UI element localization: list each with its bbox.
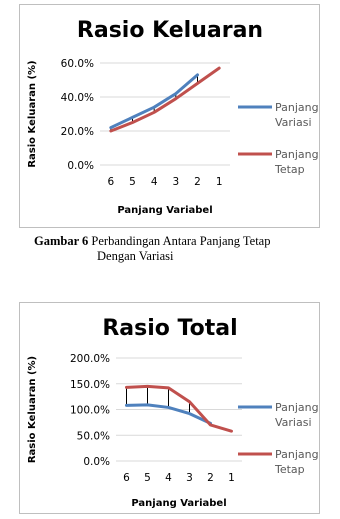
- legend-label: Panjang: [275, 101, 319, 114]
- x-tick-label: 6: [123, 472, 130, 484]
- x-tick-label: 4: [150, 176, 158, 188]
- x-tick-label: 2: [207, 472, 214, 484]
- y-tick-label: 150.0%: [69, 378, 110, 391]
- x-tick-label: 1: [228, 472, 235, 484]
- legend-label: Tetap: [275, 463, 305, 476]
- y-axis-label: Rasio Keluaran (%): [27, 60, 38, 168]
- chart-rasio-keluaran-svg: [20, 5, 321, 229]
- y-tick-label: 20.0%: [60, 126, 94, 138]
- x-tick-label: 5: [144, 472, 151, 484]
- x-tick-label: 1: [215, 176, 223, 188]
- series-line: [127, 386, 232, 431]
- y-tick-label: 0.0%: [83, 456, 110, 468]
- y-axis-label: Rasio Keluaran (%): [27, 355, 38, 464]
- chart-rasio-total-svg: [20, 303, 321, 515]
- y-tick-label: 200.0%: [69, 353, 110, 365]
- chart-rasio-keluaran: [19, 4, 320, 228]
- y-tick-label: 50.0%: [76, 430, 110, 443]
- legend-label: Variasi: [275, 116, 312, 129]
- y-tick-label: 60.0%: [60, 58, 94, 70]
- x-tick-label: 6: [107, 176, 115, 188]
- x-axis-label: Panjang Variabel: [131, 498, 227, 509]
- series-line: [127, 405, 211, 424]
- x-axis-label: Panjang Variabel: [117, 205, 213, 216]
- x-tick-label: 3: [186, 472, 193, 484]
- caption-line2: Dengan Variasi: [97, 249, 174, 263]
- x-tick-label: 2: [194, 176, 201, 188]
- legend-label: Variasi: [275, 416, 312, 429]
- y-tick-label: 0.0%: [67, 160, 94, 172]
- y-tick-label: 100.0%: [69, 404, 110, 417]
- x-tick-label: 5: [129, 176, 136, 188]
- legend-label: Panjang: [275, 401, 319, 414]
- legend-label: Panjang: [275, 148, 319, 161]
- x-tick-label: 3: [172, 176, 180, 188]
- caption-line1: Perbandingan Antara Panjang Tetap: [91, 234, 271, 248]
- legend-label: Tetap: [275, 163, 305, 176]
- chart-title: Rasio Total: [102, 316, 238, 341]
- figure-caption: [34, 234, 324, 264]
- chart-title: Rasio Keluaran: [76, 18, 264, 43]
- legend-label: Panjang: [275, 448, 319, 461]
- x-tick-label: 4: [165, 472, 172, 484]
- y-tick-label: 40.0%: [60, 92, 94, 104]
- chart-rasio-total: [19, 302, 320, 514]
- caption-label: Gambar 6: [34, 234, 89, 248]
- series-line: [111, 75, 198, 128]
